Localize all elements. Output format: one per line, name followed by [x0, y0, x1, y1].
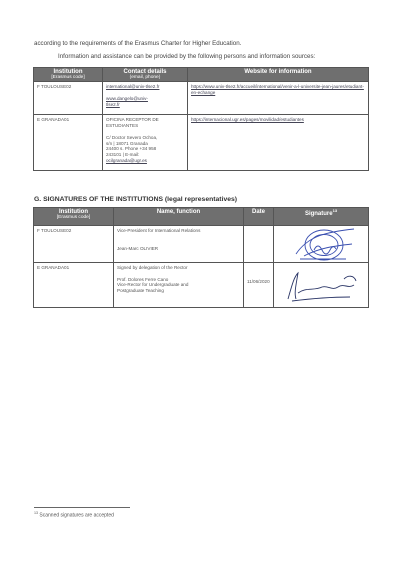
table-row — [34, 226, 369, 263]
contact-link[interactable]: www.dangelo@univ- — [106, 96, 148, 102]
contacts-header-row — [34, 68, 369, 82]
signature-handwritten-image — [274, 263, 368, 307]
date-cell — [244, 226, 274, 263]
signature-cell — [274, 226, 369, 263]
website-link[interactable]: https://www.univ-tlse2.fr/accueil/international/venir-a-l-universite-jean-jaures/etudiant-en-echange — [191, 84, 364, 96]
signatures-header-row — [34, 208, 369, 226]
header-date: Date — [244, 208, 274, 226]
website-link[interactable]: https://internacional.ugr.es/pages/movilidad/estudiantes — [191, 117, 304, 123]
intro-line-1: according to the requirements of the Erasmus Charter for Higher Education. — [34, 40, 242, 47]
header-institution: Institution [Erasmus code] — [34, 68, 103, 82]
name-function-cell: Signed by delegation of the Rector Prof. Dolores Ferre Cano Vice-Rector for Undergraduate and Postgraduate Teaching — [114, 263, 244, 308]
header-institution: Institution [Erasmus code] — [34, 208, 114, 226]
contact-email-link[interactable]: international@univ-tlse2.fr — [106, 84, 160, 90]
website-cell — [188, 82, 369, 115]
signatures-table — [33, 207, 369, 308]
table-row — [34, 82, 369, 115]
footnote-divider — [34, 507, 130, 508]
table-row — [34, 263, 369, 308]
institution-cell: E GRANADA01 — [34, 263, 114, 308]
website-cell — [188, 115, 369, 171]
institution-cell: F TOULOUSE02 — [34, 226, 114, 263]
header-website: Website for information — [188, 68, 369, 82]
header-signature: Signature$^{13}$ — [274, 208, 369, 226]
institution-cell: F TOULOUSE02 — [34, 82, 103, 115]
signature-cell — [274, 263, 369, 308]
contacts-table — [33, 67, 369, 171]
header-name-function: Name, function — [114, 208, 244, 226]
header-contact-details: Contact details (email, phone) — [103, 68, 188, 82]
footnote-text: Scanned signatures are accepted — [39, 512, 114, 519]
signature-stamp-image — [274, 226, 368, 262]
intro-line-2: Information and assistance can be provided by the following persons and information sources: — [58, 53, 316, 60]
name-function-cell: Vice-President for International Relations Jean-Marc OLIVIER — [114, 226, 244, 263]
footnote-number: 13 — [34, 511, 38, 515]
contact-cell: OFICINA RECEPTOR DE ESTUDIANTES C/ Doctor Severo Ochoa, s/n | 18071 Granada 24400 s. Phone +34 958 243101 | E-mail: ocilgranada@ugr.es — [103, 115, 188, 171]
table-row — [34, 115, 369, 171]
date-cell: 11/06/2020 — [244, 263, 274, 308]
contact-cell — [103, 82, 188, 115]
section-g-title: G. SIGNATURES OF THE INSTITUTIONS (legal representatives) — [34, 196, 238, 203]
contact-email-link[interactable]: ocilgranada@ugr.es — [106, 157, 147, 163]
institution-cell: E GRANADA01 — [34, 115, 103, 171]
contact-link[interactable]: tlse2.fr — [106, 101, 120, 107]
footnote — [34, 511, 114, 519]
